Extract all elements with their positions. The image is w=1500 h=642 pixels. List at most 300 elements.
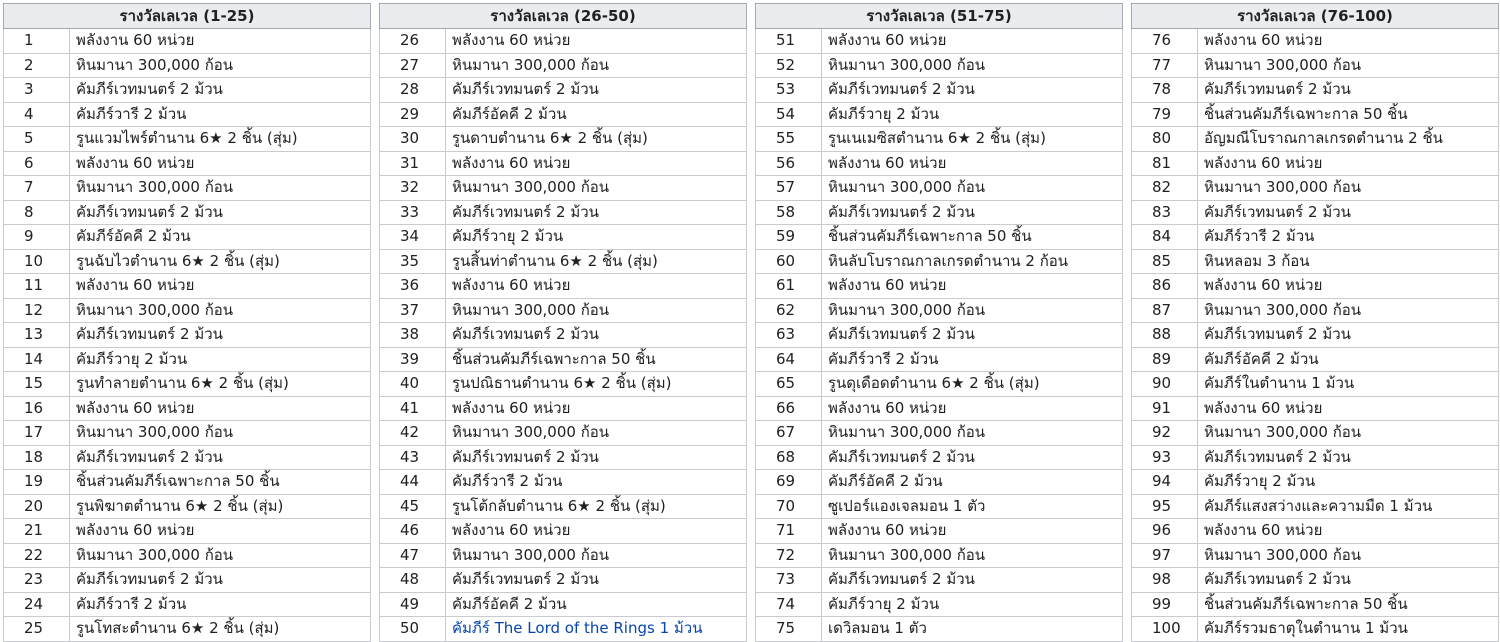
reward-cell: หินมานา 300,000 ก้อน	[446, 543, 747, 568]
table-row	[756, 249, 1123, 274]
table-row	[1132, 127, 1499, 152]
reward-cell: รูนฉับไวตำนาน 6★ 2 ชิ้น (สุ่ม)	[70, 249, 371, 274]
table-row	[4, 127, 371, 152]
reward-cell: ชิ้นส่วนคัมภีร์เฉพาะกาล 50 ชิ้น	[1198, 102, 1499, 127]
reward-cell: หินมานา 300,000 ก้อน	[822, 53, 1123, 78]
reward-cell: พลังงาน 60 หน่วย	[446, 151, 747, 176]
reward-cell: คัมภีร์แสงสว่างและความมืด 1 ม้วน	[1198, 494, 1499, 519]
table-title: รางวัลเลเวล (26-50)	[380, 4, 747, 29]
table-row	[380, 494, 747, 519]
level-cell: 72	[756, 543, 822, 568]
reward-cell: หินมานา 300,000 ก้อน	[822, 543, 1123, 568]
reward-cell: คัมภีร์วารี 2 ม้วน	[822, 347, 1123, 372]
level-cell: 75	[756, 617, 822, 642]
table-row	[756, 372, 1123, 397]
level-cell: 92	[1132, 421, 1198, 446]
level-cell: 83	[1132, 200, 1198, 225]
level-cell: 20	[4, 494, 70, 519]
table-row	[380, 445, 747, 470]
table-row	[4, 396, 371, 421]
table-row	[4, 568, 371, 593]
table-row	[4, 494, 371, 519]
table-row	[380, 29, 747, 54]
reward-cell: คัมภีร์วายุ 2 ม้วน	[822, 592, 1123, 617]
level-cell: 53	[756, 78, 822, 103]
reward-cell: เดวิลมอน 1 ตัว	[822, 617, 1123, 642]
level-cell: 54	[756, 102, 822, 127]
table-row	[4, 347, 371, 372]
table-row	[756, 298, 1123, 323]
reward-cell: หินมานา 300,000 ก้อน	[1198, 53, 1499, 78]
table-row	[1132, 323, 1499, 348]
table-row	[1132, 568, 1499, 593]
level-cell: 18	[4, 445, 70, 470]
level-cell: 30	[380, 127, 446, 152]
level-cell: 40	[380, 372, 446, 397]
table-row	[756, 421, 1123, 446]
table-row	[1132, 592, 1499, 617]
table-row	[1132, 225, 1499, 250]
table-row	[380, 519, 747, 544]
level-cell: 84	[1132, 225, 1198, 250]
level-reward-table	[3, 3, 371, 642]
level-cell: 8	[4, 200, 70, 225]
table-row	[756, 494, 1123, 519]
level-cell: 50	[380, 617, 446, 642]
table-row	[1132, 543, 1499, 568]
level-cell: 41	[380, 396, 446, 421]
level-cell: 76	[1132, 29, 1198, 54]
table-row	[756, 225, 1123, 250]
table-row	[4, 592, 371, 617]
level-cell: 100	[1132, 617, 1198, 642]
reward-cell: พลังงาน 60 หน่วย	[822, 274, 1123, 299]
table-row	[756, 617, 1123, 642]
table-row	[4, 445, 371, 470]
level-cell: 61	[756, 274, 822, 299]
table-row	[4, 29, 371, 54]
level-cell: 68	[756, 445, 822, 470]
reward-cell: คัมภีร์เวทมนตร์ 2 ม้วน	[446, 323, 747, 348]
reward-cell: พลังงาน 60 หน่วย	[1198, 519, 1499, 544]
level-cell: 14	[4, 347, 70, 372]
table-row	[380, 396, 747, 421]
level-cell: 13	[4, 323, 70, 348]
table-row	[380, 617, 747, 642]
level-cell: 93	[1132, 445, 1198, 470]
table-row	[380, 470, 747, 495]
reward-cell: คัมภีร์ในตำนาน 1 ม้วน	[1198, 372, 1499, 397]
level-cell: 25	[4, 617, 70, 642]
reward-cell: คัมภีร์เวทมนตร์ 2 ม้วน	[446, 78, 747, 103]
level-cell: 22	[4, 543, 70, 568]
table-row	[1132, 102, 1499, 127]
table-row	[4, 53, 371, 78]
table-row	[380, 347, 747, 372]
table-row	[380, 53, 747, 78]
reward-cell: หินมานา 300,000 ก้อน	[70, 543, 371, 568]
reward-cell: คัมภีร์เวทมนตร์ 2 ม้วน	[1198, 568, 1499, 593]
reward-cell: หินมานา 300,000 ก้อน	[1198, 298, 1499, 323]
table-row	[380, 225, 747, 250]
level-cell: 89	[1132, 347, 1198, 372]
table-row	[4, 519, 371, 544]
table-row	[380, 127, 747, 152]
table-row	[380, 543, 747, 568]
reward-cell: หินมานา 300,000 ก้อน	[1198, 543, 1499, 568]
level-cell: 4	[4, 102, 70, 127]
reward-cell: คัมภีร์วารี 2 ม้วน	[1198, 225, 1499, 250]
reward-cell: คัมภีร์เวทมนตร์ 2 ม้วน	[70, 323, 371, 348]
table-row	[4, 470, 371, 495]
reward-cell: พลังงาน 60 หน่วย	[70, 274, 371, 299]
table-row	[4, 176, 371, 201]
level-cell: 51	[756, 29, 822, 54]
reward-cell: พลังงาน 60 หน่วย	[1198, 29, 1499, 54]
level-cell: 97	[1132, 543, 1198, 568]
level-cell: 87	[1132, 298, 1198, 323]
table-row	[4, 102, 371, 127]
table-row	[1132, 29, 1499, 54]
level-cell: 42	[380, 421, 446, 446]
reward-cell: คัมภีร์อัคคี 2 ม้วน	[70, 225, 371, 250]
reward-cell: ชิ้นส่วนคัมภีร์เฉพาะกาล 50 ชิ้น	[446, 347, 747, 372]
reward-cell: คัมภีร์อัคคี 2 ม้วน	[1198, 347, 1499, 372]
table-row	[380, 78, 747, 103]
level-cell: 95	[1132, 494, 1198, 519]
level-cell: 36	[380, 274, 446, 299]
level-cell: 70	[756, 494, 822, 519]
reward-cell: คัมภีร์เวทมนตร์ 2 ม้วน	[446, 445, 747, 470]
reward-cell: รูนดาบตำนาน 6★ 2 ชิ้น (สุ่ม)	[446, 127, 747, 152]
reward-cell: คัมภีร์เวทมนตร์ 2 ม้วน	[1198, 323, 1499, 348]
table-row	[380, 176, 747, 201]
level-cell: 11	[4, 274, 70, 299]
level-cell: 88	[1132, 323, 1198, 348]
table-row	[1132, 274, 1499, 299]
reward-cell: คัมภีร์เวทมนตร์ 2 ม้วน	[446, 568, 747, 593]
table-row	[1132, 372, 1499, 397]
level-cell: 90	[1132, 372, 1198, 397]
level-cell: 46	[380, 519, 446, 544]
level-cell: 19	[4, 470, 70, 495]
reward-cell: คัมภีร์อัคคี 2 ม้วน	[446, 592, 747, 617]
table-row	[756, 151, 1123, 176]
level-cell: 16	[4, 396, 70, 421]
level-cell: 1	[4, 29, 70, 54]
reward-cell: พลังงาน 60 หน่วย	[446, 519, 747, 544]
table-row	[756, 127, 1123, 152]
level-cell: 78	[1132, 78, 1198, 103]
reward-cell: อัญมณีโบราณกาลเกรดตำนาน 2 ชิ้น	[1198, 127, 1499, 152]
level-cell: 74	[756, 592, 822, 617]
level-cell: 62	[756, 298, 822, 323]
table-row	[380, 102, 747, 127]
level-cell: 52	[756, 53, 822, 78]
reward-cell: พลังงาน 60 หน่วย	[446, 29, 747, 54]
reward-cell: คัมภีร์เวทมนตร์ 2 ม้วน	[822, 568, 1123, 593]
reward-cell: รูนโต้กลับตำนาน 6★ 2 ชิ้น (สุ่ม)	[446, 494, 747, 519]
table-row	[756, 200, 1123, 225]
table-title: รางวัลเลเวล (51-75)	[756, 4, 1123, 29]
level-cell: 39	[380, 347, 446, 372]
table-row	[4, 421, 371, 446]
reward-cell: รูนดุเดือดตำนาน 6★ 2 ชิ้น (สุ่ม)	[822, 372, 1123, 397]
reward-cell: หินมานา 300,000 ก้อน	[446, 421, 747, 446]
reward-cell: คัมภีร์วารี 2 ม้วน	[446, 470, 747, 495]
level-cell: 17	[4, 421, 70, 446]
level-cell: 9	[4, 225, 70, 250]
reward-cell: คัมภีร์เวทมนตร์ 2 ม้วน	[70, 200, 371, 225]
reward-cell: รูนเนเมซิสตำนาน 6★ 2 ชิ้น (สุ่ม)	[822, 127, 1123, 152]
table-row	[756, 347, 1123, 372]
table-row	[756, 592, 1123, 617]
reward-cell: คัมภีร์วายุ 2 ม้วน	[822, 102, 1123, 127]
level-cell: 35	[380, 249, 446, 274]
table-row	[756, 102, 1123, 127]
level-cell: 67	[756, 421, 822, 446]
table-row	[756, 543, 1123, 568]
table-row	[380, 323, 747, 348]
reward-cell: หินมานา 300,000 ก้อน	[822, 421, 1123, 446]
level-cell: 38	[380, 323, 446, 348]
reward-cell: ชิ้นส่วนคัมภีร์เฉพาะกาล 50 ชิ้น	[822, 225, 1123, 250]
table-row	[756, 323, 1123, 348]
table-row	[4, 372, 371, 397]
reward-cell: พลังงาน 60 หน่วย	[446, 396, 747, 421]
table-row	[1132, 298, 1499, 323]
table-row	[380, 568, 747, 593]
level-cell: 86	[1132, 274, 1198, 299]
level-cell: 45	[380, 494, 446, 519]
reward-cell: หินมานา 300,000 ก้อน	[1198, 421, 1499, 446]
table-row	[380, 151, 747, 176]
level-cell: 37	[380, 298, 446, 323]
table-row	[756, 519, 1123, 544]
reward-cell: คัมภีร์เวทมนตร์ 2 ม้วน	[70, 445, 371, 470]
level-reward-tables	[3, 3, 1499, 642]
level-reward-table	[1131, 3, 1499, 642]
table-row	[4, 617, 371, 642]
level-reward-table	[379, 3, 747, 642]
level-cell: 85	[1132, 249, 1198, 274]
level-cell: 43	[380, 445, 446, 470]
table-row	[4, 200, 371, 225]
level-cell: 69	[756, 470, 822, 495]
level-cell: 47	[380, 543, 446, 568]
reward-link[interactable]: คัมภีร์ The Lord of the Rings 1 ม้วน	[452, 619, 703, 638]
reward-cell: คัมภีร์เวทมนตร์ 2 ม้วน	[1198, 78, 1499, 103]
reward-cell: พลังงาน 60 หน่วย	[822, 519, 1123, 544]
level-cell: 57	[756, 176, 822, 201]
level-cell: 31	[380, 151, 446, 176]
table-row	[4, 249, 371, 274]
reward-cell: รูนแวมไพร์ตำนาน 6★ 2 ชิ้น (สุ่ม)	[70, 127, 371, 152]
level-cell: 12	[4, 298, 70, 323]
table-title: รางวัลเลเวล (76-100)	[1132, 4, 1499, 29]
table-row	[1132, 421, 1499, 446]
table-title: รางวัลเลเวล (1-25)	[4, 4, 371, 29]
table-row	[1132, 396, 1499, 421]
table-row	[4, 543, 371, 568]
reward-cell: หินมานา 300,000 ก้อน	[1198, 176, 1499, 201]
reward-cell: พลังงาน 60 หน่วย	[70, 151, 371, 176]
table-row	[1132, 470, 1499, 495]
table-row	[380, 298, 747, 323]
table-row	[380, 274, 747, 299]
reward-cell: พลังงาน 60 หน่วย	[446, 274, 747, 299]
level-cell: 26	[380, 29, 446, 54]
table-row	[380, 200, 747, 225]
level-reward-table	[755, 3, 1123, 642]
level-cell: 28	[380, 78, 446, 103]
level-cell: 94	[1132, 470, 1198, 495]
level-cell: 56	[756, 151, 822, 176]
level-cell: 59	[756, 225, 822, 250]
table-row	[4, 225, 371, 250]
level-cell: 81	[1132, 151, 1198, 176]
reward-cell: คัมภีร์รวมธาตุในตำนาน 1 ม้วน	[1198, 617, 1499, 642]
level-cell: 58	[756, 200, 822, 225]
table-row	[1132, 78, 1499, 103]
table-row	[4, 78, 371, 103]
reward-cell: คัมภีร์วายุ 2 ม้วน	[446, 225, 747, 250]
level-cell: 27	[380, 53, 446, 78]
reward-cell: หินมานา 300,000 ก้อน	[822, 298, 1123, 323]
reward-cell: หินลับโบราณกาลเกรดตำนาน 2 ก้อน	[822, 249, 1123, 274]
reward-cell: คัมภีร์เวทมนตร์ 2 ม้วน	[1198, 445, 1499, 470]
reward-cell: หินหลอม 3 ก้อน	[1198, 249, 1499, 274]
table-row	[756, 396, 1123, 421]
table-row	[1132, 494, 1499, 519]
level-cell: 79	[1132, 102, 1198, 127]
table-row	[1132, 151, 1499, 176]
reward-cell: รูนทำลายตำนาน 6★ 2 ชิ้น (สุ่ม)	[70, 372, 371, 397]
reward-cell: หินมานา 300,000 ก้อน	[70, 53, 371, 78]
level-cell: 82	[1132, 176, 1198, 201]
table-row	[4, 274, 371, 299]
reward-cell: ชิ้นส่วนคัมภีร์เฉพาะกาล 50 ชิ้น	[1198, 592, 1499, 617]
reward-cell: คัมภีร์เวทมนตร์ 2 ม้วน	[822, 323, 1123, 348]
reward-cell: คัมภีร์วายุ 2 ม้วน	[1198, 470, 1499, 495]
table-row	[380, 249, 747, 274]
level-cell: 33	[380, 200, 446, 225]
table-row	[1132, 519, 1499, 544]
reward-cell: คัมภีร์เวทมนตร์ 2 ม้วน	[1198, 200, 1499, 225]
reward-cell: รูนพิฆาตตำนาน 6★ 2 ชิ้น (สุ่ม)	[70, 494, 371, 519]
level-cell: 34	[380, 225, 446, 250]
reward-cell: คัมภีร์เวทมนตร์ 2 ม้วน	[70, 78, 371, 103]
reward-cell: พลังงาน 60 หน่วย	[1198, 274, 1499, 299]
level-cell: 5	[4, 127, 70, 152]
level-cell: 73	[756, 568, 822, 593]
reward-cell	[446, 617, 747, 642]
level-cell: 49	[380, 592, 446, 617]
table-row	[756, 53, 1123, 78]
table-row	[1132, 249, 1499, 274]
table-row	[756, 78, 1123, 103]
level-cell: 6	[4, 151, 70, 176]
reward-cell: พลังงาน 60 หน่วย	[822, 396, 1123, 421]
reward-cell: คัมภีร์เวทมนตร์ 2 ม้วน	[822, 445, 1123, 470]
level-cell: 24	[4, 592, 70, 617]
table-row	[756, 274, 1123, 299]
table-row	[1132, 617, 1499, 642]
reward-cell: หินมานา 300,000 ก้อน	[446, 298, 747, 323]
reward-cell: พลังงาน 60 หน่วย	[70, 29, 371, 54]
table-row	[1132, 176, 1499, 201]
table-row	[1132, 53, 1499, 78]
reward-cell: คัมภีร์เวทมนตร์ 2 ม้วน	[822, 200, 1123, 225]
table-row	[4, 323, 371, 348]
level-cell: 99	[1132, 592, 1198, 617]
reward-cell: พลังงาน 60 หน่วย	[70, 396, 371, 421]
level-cell: 77	[1132, 53, 1198, 78]
level-cell: 65	[756, 372, 822, 397]
table-row	[1132, 445, 1499, 470]
table-row	[756, 176, 1123, 201]
reward-cell: รูนโทสะตำนาน 6★ 2 ชิ้น (สุ่ม)	[70, 617, 371, 642]
level-cell: 71	[756, 519, 822, 544]
table-row	[1132, 347, 1499, 372]
level-cell: 80	[1132, 127, 1198, 152]
reward-cell: หินมานา 300,000 ก้อน	[446, 53, 747, 78]
table-row	[380, 592, 747, 617]
table-row	[380, 372, 747, 397]
level-cell: 91	[1132, 396, 1198, 421]
level-cell: 3	[4, 78, 70, 103]
table-row	[756, 568, 1123, 593]
reward-cell: พลังงาน 60 หน่วย	[1198, 151, 1499, 176]
table-row	[756, 470, 1123, 495]
reward-cell: คัมภีร์เวทมนตร์ 2 ม้วน	[446, 200, 747, 225]
level-cell: 64	[756, 347, 822, 372]
reward-cell: รูนปณิธานตำนาน 6★ 2 ชิ้น (สุ่ม)	[446, 372, 747, 397]
reward-cell: หินมานา 300,000 ก้อน	[822, 176, 1123, 201]
reward-cell: พลังงาน 60 หน่วย	[70, 519, 371, 544]
reward-cell: รูนสิ้นท่าตำนาน 6★ 2 ชิ้น (สุ่ม)	[446, 249, 747, 274]
reward-cell: หินมานา 300,000 ก้อน	[446, 176, 747, 201]
reward-cell: คัมภีร์วายุ 2 ม้วน	[70, 347, 371, 372]
table-row	[756, 29, 1123, 54]
level-cell: 60	[756, 249, 822, 274]
reward-cell: พลังงาน 60 หน่วย	[1198, 396, 1499, 421]
level-cell: 48	[380, 568, 446, 593]
reward-cell: พลังงาน 60 หน่วย	[822, 151, 1123, 176]
reward-cell: ซูเปอร์แองเจลมอน 1 ตัว	[822, 494, 1123, 519]
reward-cell: หินมานา 300,000 ก้อน	[70, 176, 371, 201]
level-cell: 44	[380, 470, 446, 495]
level-cell: 15	[4, 372, 70, 397]
table-row	[380, 421, 747, 446]
reward-cell: พลังงาน 60 หน่วย	[822, 29, 1123, 54]
level-cell: 66	[756, 396, 822, 421]
table-row	[756, 445, 1123, 470]
table-row	[4, 151, 371, 176]
level-cell: 96	[1132, 519, 1198, 544]
level-cell: 55	[756, 127, 822, 152]
table-row	[1132, 200, 1499, 225]
reward-cell: คัมภีร์อัคคี 2 ม้วน	[446, 102, 747, 127]
level-cell: 23	[4, 568, 70, 593]
level-cell: 10	[4, 249, 70, 274]
level-cell: 32	[380, 176, 446, 201]
reward-cell: คัมภีร์เวทมนตร์ 2 ม้วน	[70, 568, 371, 593]
reward-cell: ชิ้นส่วนคัมภีร์เฉพาะกาล 50 ชิ้น	[70, 470, 371, 495]
reward-cell: หินมานา 300,000 ก้อน	[70, 421, 371, 446]
level-cell: 63	[756, 323, 822, 348]
reward-cell: คัมภีร์วารี 2 ม้วน	[70, 102, 371, 127]
